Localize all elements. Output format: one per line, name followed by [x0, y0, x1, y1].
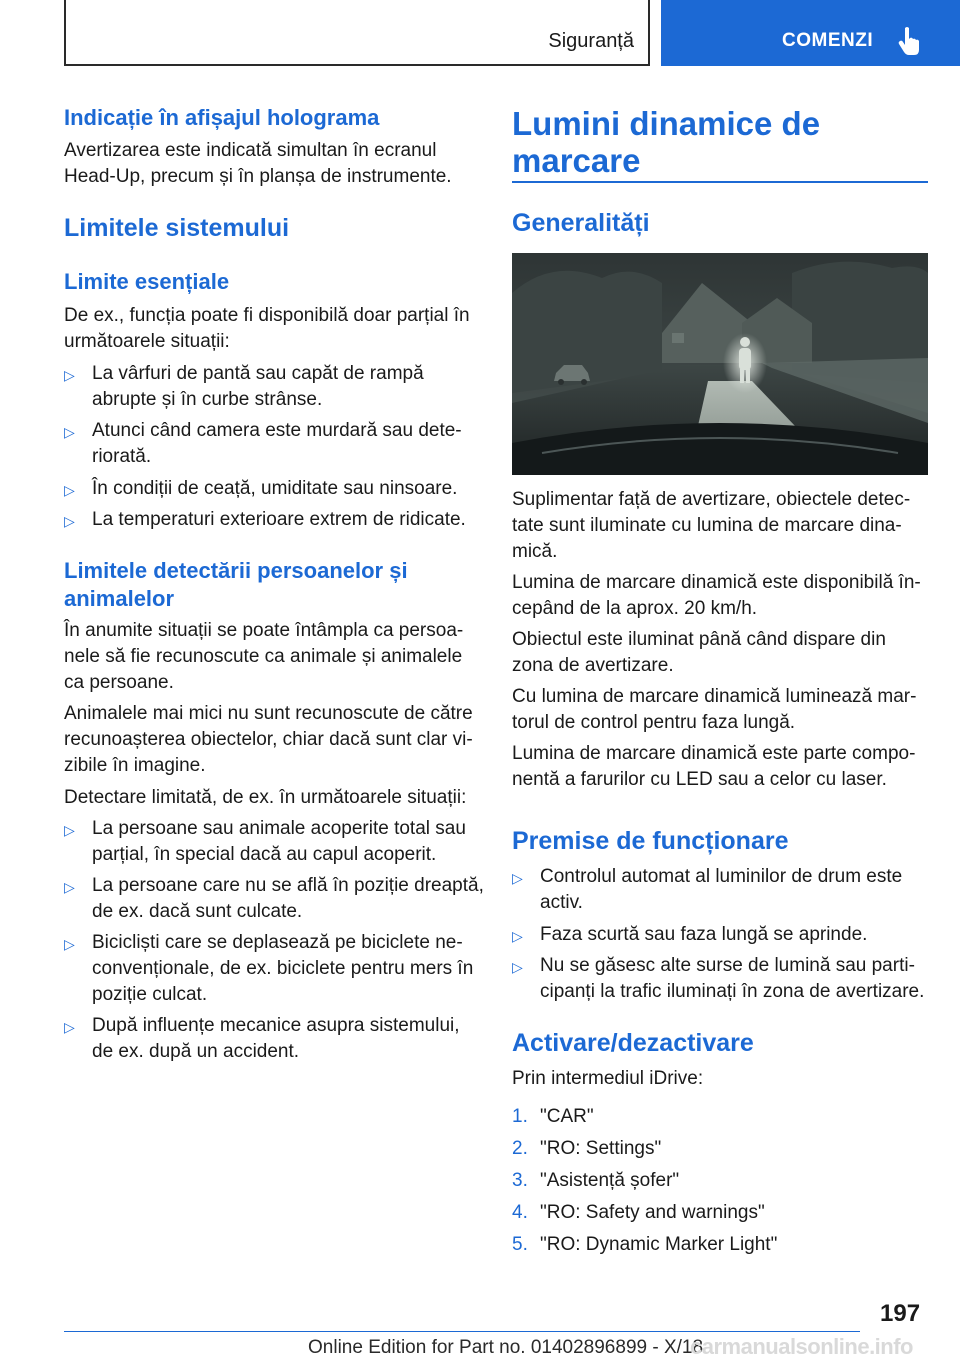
para-line: cepând de la aprox. 20 km/h.	[512, 598, 758, 619]
para-line: Detectare limitată, de ex. în următoarele situații:	[64, 787, 467, 808]
list-line: În condiții de ceață, umiditate sau ninsoare.	[92, 478, 458, 499]
page-header	[0, 0, 960, 66]
heading-underline	[512, 181, 928, 183]
para-generalitati-3	[512, 627, 886, 679]
triangle-bullet-icon: ▷	[64, 936, 75, 952]
list-line: de ex. dacă sunt culcate.	[92, 901, 303, 922]
list-item	[64, 930, 484, 1008]
list-item	[64, 418, 484, 470]
list-line: poziție culcat.	[92, 984, 208, 1005]
heading-limite-esentiale: Limite esențiale	[64, 269, 230, 294]
list-item	[512, 953, 928, 1005]
triangle-bullet-icon: ▷	[64, 367, 75, 383]
heading-premise: Premise de funcționare	[512, 827, 789, 855]
triangle-bullet-icon: ▷	[64, 1019, 75, 1035]
list-item	[512, 864, 928, 916]
para-line: De ex., funcția poate fi disponibilă doar parțial în	[64, 305, 470, 326]
para-line: nentă a farurilor cu LED sau a celor cu laser.	[512, 769, 887, 790]
heading-line: Limitele detectării persoanelor și	[64, 558, 408, 583]
triangle-bullet-icon: ▷	[64, 879, 75, 895]
step-number: 1.	[512, 1106, 528, 1127]
step-item	[512, 1136, 928, 1162]
night-road-illustration	[512, 253, 928, 475]
heading-line: animalelor	[64, 586, 175, 611]
list-line: La persoane care nu se află în poziție dreaptă,	[92, 875, 484, 896]
triangle-bullet-icon: ▷	[64, 822, 75, 838]
para-line: În anumite situații se poate întâmpla ca persoa-	[64, 620, 464, 641]
header-chapter-tab[interactable]	[661, 0, 960, 66]
list-line: Nu se găsesc alte surse de lumină sau parti-	[540, 955, 915, 976]
list-item	[64, 361, 484, 413]
list-item	[64, 1013, 484, 1065]
pointing-hand-icon	[897, 26, 923, 56]
para-line: torul de control pentru faza lungă.	[512, 712, 796, 733]
step-number: 4.	[512, 1202, 528, 1223]
para-generalitati-4	[512, 684, 916, 736]
para-line: recunoașterea obiectelor, chiar dacă sunt clar vi-	[64, 729, 473, 750]
para-line: tate sunt iluminate cu lumina de marcare dina-	[512, 515, 902, 536]
step-item	[512, 1104, 928, 1130]
list-item	[64, 476, 484, 502]
para-detectare-3	[64, 785, 466, 811]
heading-lumini-dinamice	[512, 105, 820, 179]
para-line: Cu lumina de marcare dinamică luminează mar-	[512, 686, 917, 707]
list-item	[512, 922, 928, 948]
para-line: Head-Up, precum și în planșa de instrumente.	[64, 166, 452, 187]
list-line: După influențe mecanice asupra sistemului,	[92, 1015, 460, 1036]
header-chapter-title: COMENZI	[782, 30, 874, 51]
step-text: "RO: Settings"	[540, 1138, 662, 1159]
step-item	[512, 1200, 928, 1226]
para-line: Suplimentar față de avertizare, obiectele detec-	[512, 489, 911, 510]
step-text: "CAR"	[540, 1106, 594, 1127]
step-number: 5.	[512, 1234, 528, 1255]
step-text: "Asistență șofer"	[540, 1170, 680, 1191]
para-line: zibile în imagine.	[64, 755, 206, 776]
heading-limitele-sistemului: Limitele sistemului	[64, 214, 290, 242]
list-line: La persoane sau animale acoperite total sau	[92, 818, 466, 839]
heading-limitele-detectarii	[64, 557, 408, 613]
heading-line: Lumini dinamice de	[512, 105, 821, 142]
list-line: abrupte și în curbe strânse.	[92, 389, 323, 410]
step-item	[512, 1232, 928, 1258]
para-line: mică.	[512, 541, 558, 562]
step-text: "RO: Dynamic Marker Light"	[540, 1234, 778, 1255]
list-item	[64, 507, 484, 533]
header-section-box	[64, 0, 650, 66]
page-number: 197	[880, 1300, 921, 1327]
list-line: La temperaturi exterioare extrem de ridicate.	[92, 509, 466, 530]
para-detectare-1	[64, 618, 463, 696]
list-item	[64, 816, 484, 868]
para-line: următoarele situații:	[64, 331, 230, 352]
para-activare: Prin intermediul iDrive:	[512, 1068, 704, 1089]
header-section-title: Siguranță	[548, 30, 634, 52]
list-line: convenționale, de ex. biciclete pentru mers în	[92, 958, 474, 979]
list-item	[64, 873, 484, 925]
para-line: zona de avertizare.	[512, 655, 674, 676]
para-line: ca persoane.	[64, 672, 174, 693]
watermark-logo: carmanualsonline.info	[690, 1334, 913, 1359]
list-line: Bicicliști care se deplasează pe biciclete ne-	[92, 932, 463, 953]
para-line: Animalele mai mici nu sunt recunoscute de către	[64, 703, 473, 724]
para-indicatie	[64, 138, 452, 190]
triangle-bullet-icon: ▷	[64, 482, 75, 498]
triangle-bullet-icon: ▷	[512, 959, 523, 975]
list-line: Faza scurtă sau faza lungă se aprinde.	[540, 924, 868, 945]
para-generalitati-1	[512, 487, 910, 565]
step-item	[512, 1168, 928, 1194]
triangle-bullet-icon: ▷	[512, 928, 523, 944]
para-line: Obiectul este iluminat până când dispare din	[512, 629, 886, 650]
step-number: 2.	[512, 1138, 528, 1159]
list-line: Controlul automat al luminilor de drum este	[540, 866, 903, 887]
list-line: parțial, în special dacă au capul acoperit.	[92, 844, 437, 865]
para-line: Avertizarea este indicată simultan în ecranul	[64, 140, 437, 161]
list-line: cipanți la trafic iluminați în zona de avertizare.	[540, 981, 925, 1002]
triangle-bullet-icon: ▷	[64, 513, 75, 529]
heading-generalitati: Generalități	[512, 209, 650, 237]
list-line: de ex. după un accident.	[92, 1041, 300, 1062]
triangle-bullet-icon: ▷	[512, 870, 523, 886]
para-generalitati-2	[512, 570, 921, 622]
night-road-illustration-svg	[512, 253, 928, 475]
step-text: "RO: Safety and warnings"	[540, 1202, 765, 1223]
para-detectare-2	[64, 701, 473, 779]
footer-edition: Online Edition for Part no. 01402896899 - X/18	[308, 1337, 704, 1358]
list-line: activ.	[540, 892, 583, 913]
para-line: nele să fie recunoscute ca animale și animalele	[64, 646, 463, 667]
heading-activare: Activare/dezactivare	[512, 1029, 754, 1057]
list-line: La vârfuri de pantă sau capăt de rampă	[92, 363, 424, 384]
para-generalitati-5	[512, 741, 915, 793]
step-number: 3.	[512, 1170, 528, 1191]
list-line: Atunci când camera este murdară sau dete-	[92, 420, 462, 441]
heading-line: marcare	[512, 142, 641, 179]
para-limite	[64, 303, 470, 355]
list-line: riorată.	[92, 446, 152, 467]
para-line: Lumina de marcare dinamică este disponibilă în-	[512, 572, 921, 593]
triangle-bullet-icon: ▷	[64, 424, 75, 440]
para-line: Lumina de marcare dinamică este parte compo-	[512, 743, 916, 764]
heading-indicatie: Indicație în afișajul holograma	[64, 105, 380, 130]
footer-rule	[64, 1331, 860, 1332]
